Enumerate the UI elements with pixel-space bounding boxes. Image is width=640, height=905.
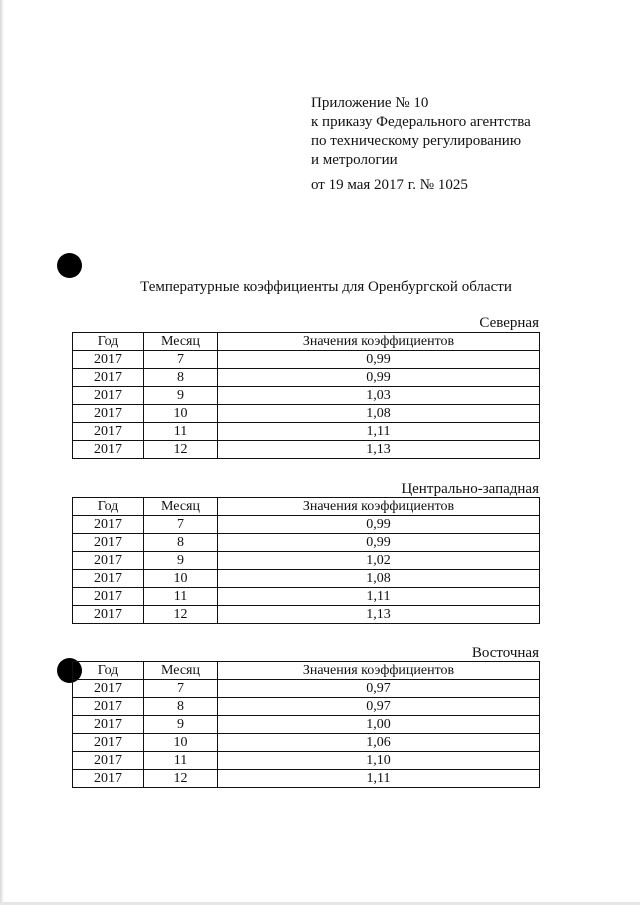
cell-year: 2017 [73, 716, 144, 734]
cell-month: 7 [144, 680, 218, 698]
cell-month: 9 [144, 552, 218, 570]
cell-month: 11 [144, 752, 218, 770]
table-header-row [73, 333, 540, 351]
annex-number: Приложение № 10 [311, 95, 429, 111]
column-header-month: Месяц [144, 498, 218, 516]
column-header-value: Значения коэффициентов [218, 662, 540, 680]
cell-month: 10 [144, 405, 218, 423]
document-title: Температурные коэффициенты для Оренбургской области [140, 279, 512, 295]
table-row [73, 351, 540, 369]
cell-month: 10 [144, 734, 218, 752]
cell-value: 1,11 [218, 770, 540, 788]
cell-value: 1,13 [218, 441, 540, 459]
cell-value: 0,97 [218, 680, 540, 698]
cell-year: 2017 [73, 423, 144, 441]
annex-header [311, 94, 531, 195]
cell-year: 2017 [73, 405, 144, 423]
cell-value: 1,11 [218, 588, 540, 606]
cell-year: 2017 [73, 534, 144, 552]
table-row [73, 516, 540, 534]
cell-value: 1,13 [218, 606, 540, 624]
cell-month: 7 [144, 516, 218, 534]
cell-year: 2017 [73, 680, 144, 698]
table-row [73, 680, 540, 698]
column-header-year: Год [73, 498, 144, 516]
region-label-central-west: Центрально-западная [401, 481, 539, 497]
cell-month: 7 [144, 351, 218, 369]
table-row [73, 734, 540, 752]
cell-value: 0,99 [218, 534, 540, 552]
coefficients-table-central-west [72, 497, 540, 624]
column-header-month: Месяц [144, 333, 218, 351]
cell-year: 2017 [73, 552, 144, 570]
cell-year: 2017 [73, 698, 144, 716]
region-label-east: Восточная [471, 645, 539, 661]
table-row [73, 405, 540, 423]
table-row [73, 698, 540, 716]
cell-value: 1,08 [218, 570, 540, 588]
cell-year: 2017 [73, 770, 144, 788]
cell-value: 1,02 [218, 552, 540, 570]
coefficients-table-north [72, 332, 540, 459]
table-row [73, 570, 540, 588]
cell-month: 11 [144, 423, 218, 441]
cell-year: 2017 [73, 351, 144, 369]
table-row [73, 534, 540, 552]
cell-value: 1,11 [218, 423, 540, 441]
cell-year: 2017 [73, 516, 144, 534]
cell-value: 1,06 [218, 734, 540, 752]
cell-month: 11 [144, 588, 218, 606]
cell-month: 9 [144, 387, 218, 405]
table-row [73, 423, 540, 441]
cell-year: 2017 [73, 387, 144, 405]
cell-year: 2017 [73, 588, 144, 606]
cell-month: 8 [144, 698, 218, 716]
annex-order-ref: к приказу Федерального агентства [311, 114, 531, 130]
cell-year: 2017 [73, 369, 144, 387]
table-row [73, 369, 540, 387]
cell-year: 2017 [73, 734, 144, 752]
table-row [73, 441, 540, 459]
punch-hole-top-icon [57, 253, 82, 278]
cell-value: 1,08 [218, 405, 540, 423]
column-header-month: Месяц [144, 662, 218, 680]
cell-month: 12 [144, 606, 218, 624]
column-header-value: Значения коэффициентов [218, 498, 540, 516]
table-row [73, 387, 540, 405]
column-header-value: Значения коэффициентов [218, 333, 540, 351]
annex-agency-line: по техническому регулированию [311, 133, 522, 149]
table-row [73, 770, 540, 788]
cell-value: 0,99 [218, 516, 540, 534]
cell-value: 1,10 [218, 752, 540, 770]
table-row [73, 552, 540, 570]
cell-month: 12 [144, 770, 218, 788]
cell-month: 8 [144, 534, 218, 552]
annex-agency-line-end: и метрологии [311, 152, 398, 168]
cell-month: 10 [144, 570, 218, 588]
cell-value: 0,99 [218, 369, 540, 387]
cell-year: 2017 [73, 570, 144, 588]
cell-value: 1,03 [218, 387, 540, 405]
table-row [73, 588, 540, 606]
region-label-north: Северная [479, 315, 539, 331]
coefficients-table-east [72, 661, 540, 788]
cell-month: 12 [144, 441, 218, 459]
cell-value: 0,99 [218, 351, 540, 369]
cell-year: 2017 [73, 752, 144, 770]
cell-value: 1,00 [218, 716, 540, 734]
table-row [73, 752, 540, 770]
column-header-year: Год [73, 662, 144, 680]
cell-month: 8 [144, 369, 218, 387]
cell-value: 0,97 [218, 698, 540, 716]
table-header-row [73, 498, 540, 516]
table-header-row [73, 662, 540, 680]
annex-order-date: от 19 мая 2017 г. № 1025 [311, 177, 468, 193]
cell-month: 9 [144, 716, 218, 734]
cell-year: 2017 [73, 441, 144, 459]
column-header-year: Год [73, 333, 144, 351]
table-row [73, 606, 540, 624]
table-row [73, 716, 540, 734]
scan-left-edge [0, 0, 4, 905]
cell-year: 2017 [73, 606, 144, 624]
